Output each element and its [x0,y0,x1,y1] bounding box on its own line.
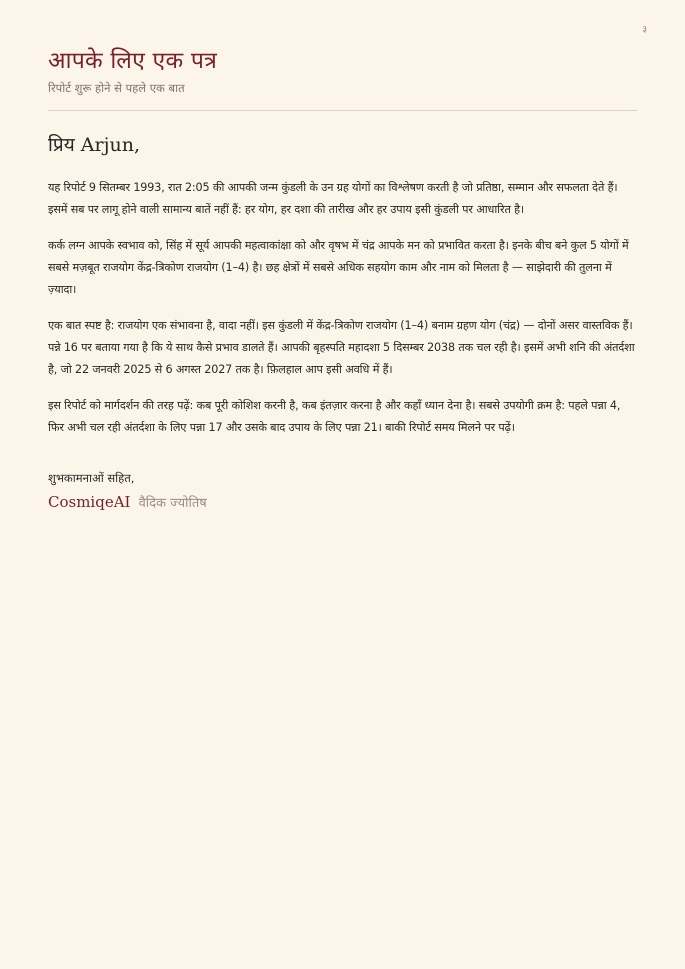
page-title: आपके लिए एक पत्र [48,48,217,74]
page-subtitle: रिपोर्ट शुरू होने से पहले एक बात [48,81,185,95]
signature-brand: CosmiqeAI [48,493,131,511]
page-number: ३ [642,25,647,35]
signature-suffix: वैदिक ज्योतिष [138,496,207,511]
paragraph-reading-guide: इस रिपोर्ट को मार्गदर्शन की तरह पढ़ें: कब पूरी कोशिश करनी है, कब इंतज़ार करना है और कहाँ ध्यान देना है। सबसे उपयोगी क्रम है: पहले पन्ना 4, फिर अभी चल रही अंतर्दशा के लिए पन्ना 17 और उसके बाद उपाय के लिए पन्ना 21। बाकी रिपोर्ट समय मिलने पर पढ़ें। [48,399,621,434]
letter-greeting: प्रिय Arjun, [48,134,140,156]
paragraph-rajyoga: एक बात स्पष्ट है: राजयोग एक संभावना है, वादा नहीं। इस कुंडली में केंद्र-त्रिकोण राजयोग (1–4) बनाम ग्रहण योग (चंद्र) — दोनों असर वास्तविक हैं। पन्ने 16 पर बताया गया है कि ये साथ कैसे प्रभाव डालते हैं। आपकी बृहस्पति महादशा 5 दिसम्बर 2038 तक चल रही है। इसमें अभी शनि की अंतर्दशा है, जो 22 जनवरी 2025 से 6 अगस्त 2027 तक है। फ़िलहाल आप इसी अवधि में हैं। [48,319,635,376]
letter-body [48,177,637,439]
letter-header [48,0,637,111]
letter-signature [48,491,637,515]
paragraph-intro: यह रिपोर्ट 9 सितम्बर 1993, रात 2:05 की आपकी जन्म कुंडली के उन ग्रह योगों का विश्लेषण करती है जो प्रतिष्ठा, सम्मान और सफलता देते हैं। इसमें सब पर लागू होने वाली सामान्य बातें नहीं हैं: हर योग, हर दशा की तारीख और हर उपाय इसी कुंडली पर आधारित है। [48,181,618,216]
paragraph-lagna: कर्क लग्न आपके स्वभाव को, सिंह में सूर्य आपकी महत्वाकांक्षा को और वृषभ में चंद्र आपके मन को प्रभावित करता है। इनके बीच बने कुल 5 योगों में सबसे मज़बूत राजयोग केंद्र-त्रिकोण राजयोग (1–4) है। छह क्षेत्रों में सबसे अधिक सहयोग काम और नाम को मिलता है — साझेदारी की तुलना में ज़्यादा। [48,239,629,296]
header-divider [48,110,637,111]
letter-closing: शुभकामनाओं सहित, [48,471,135,485]
